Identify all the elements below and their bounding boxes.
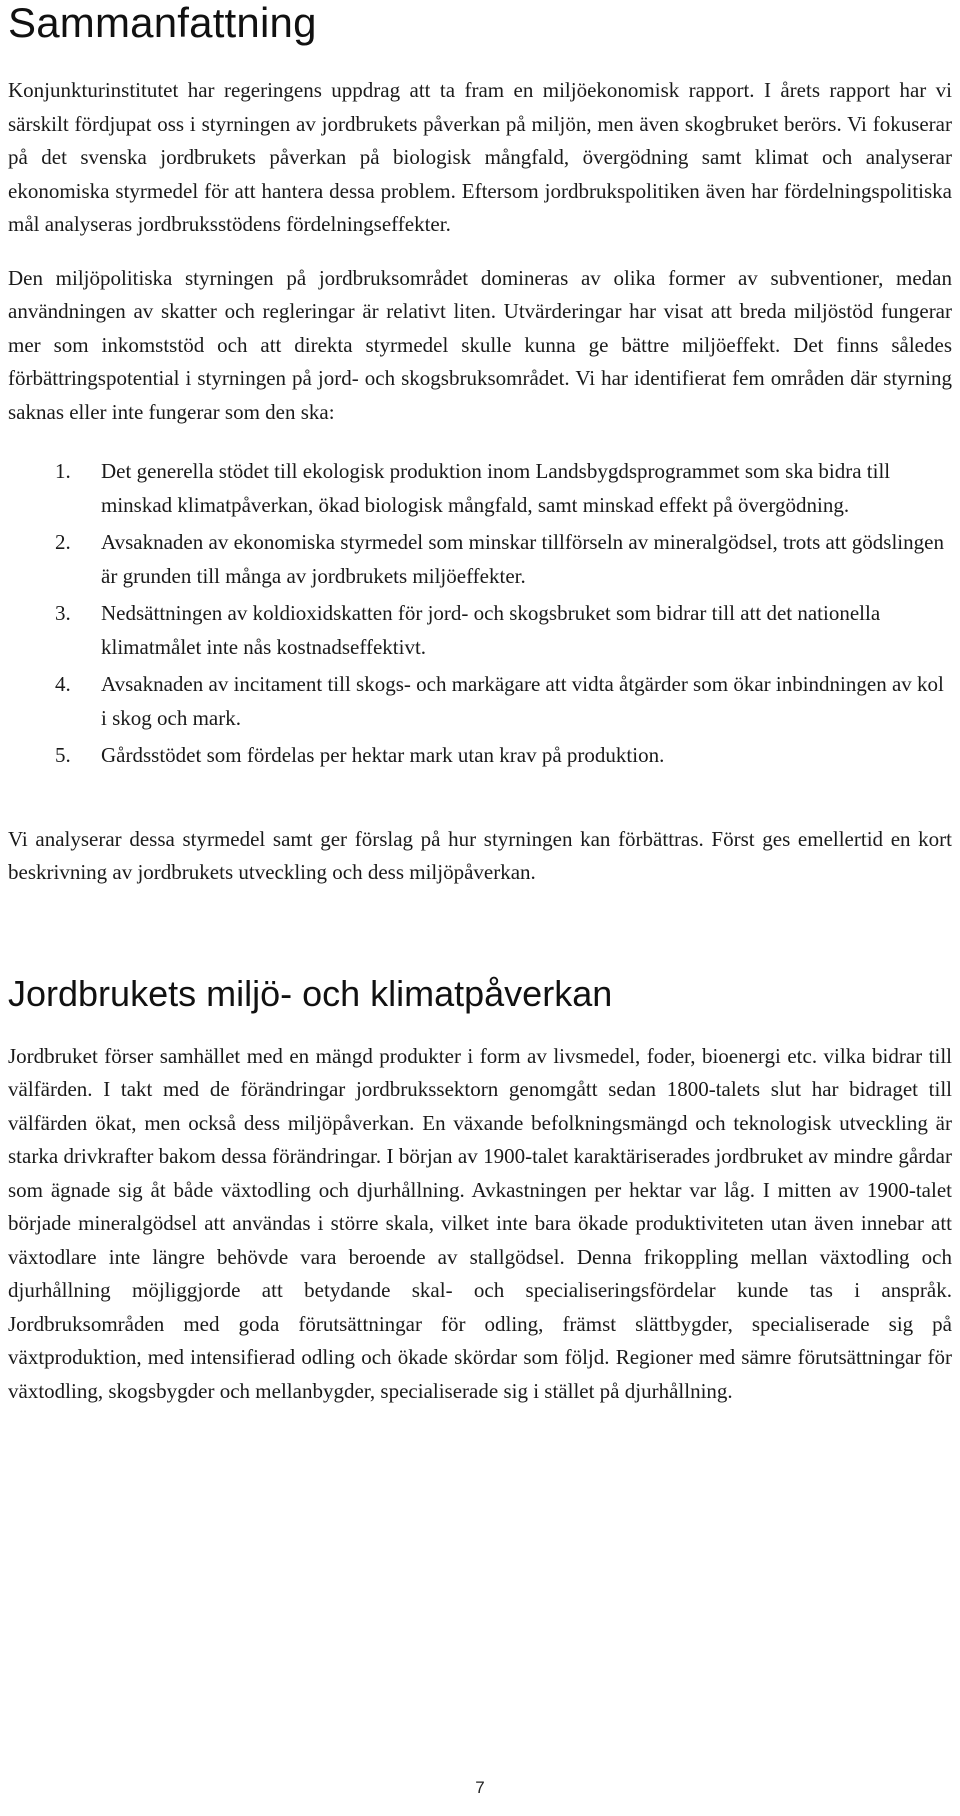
summary-paragraph-2: Den miljöpolitiska styrningen på jordbruksområdet domineras av olika former av subventioner, medan användningen av skatter och regleringar är relativt liten. Utvärderingar har visat att breda miljöstöd fungerar mer som inkomststöd och att direkta styrmedel skulle kunna ge bättre miljöeffekt. Det finns således förbättringspotential i styrningen på jord- och skogsbruksområdet. Vi har identifierat fem områden där styrning saknas eller inte fungerar som den ska: [8, 265, 952, 424]
summary-closing-paragraph: Vi analyserar dessa styrmedel samt ger förslag på hur styrningen kan förbättras. Först ges emellertid en kort beskrivning av jordbrukets utveckling och dess miljöpåverkan. [8, 826, 952, 884]
list-item-text: Nedsättningen av koldioxidskatten för jord- och skogsbruket som bidrar till att det nationella klimatmålet inte nås kostnadseffektivt. [101, 601, 881, 659]
page-number: 7 [475, 1778, 485, 1797]
list-item [8, 739, 952, 773]
summary-paragraph-1: Konjunkturinstitutet har regeringens uppdrag att ta fram en miljöekonomisk rapport. I årets rapport har vi särskilt fördjupat oss i styrningen av jordbrukets påverkan på miljön, men även skogbruket berörs. Vi fokuserar på det svenska jordbrukets påverkan på biologisk mångfald, övergödning samt klimat och analyserar ekonomiska styrmedel för att hantera dessa problem. Eftersom jordbrukspolitiken även har fördelningspolitiska mål analyseras jordbruksstödens fördelningseffekter. [8, 78, 952, 236]
list-item-text: Det generella stödet till ekologisk produktion inom Landsbygdsprogrammet som ska bidra till minskad klimatpåverkan, ökad biologisk mångfald, samt minskad effekt på övergödning. [101, 459, 891, 517]
list-item-number: 5. [55, 743, 71, 767]
section-paragraph: Jordbruket förser samhället med en mängd produkter i form av livsmedel, foder, bioenergi etc. vilka bidrar till välfärden. I takt med de förändringar jordbrukssektorn genomgått sedan 1800-talets slut har bidraget till välfärden ökat, men också dess miljöpåverkan. En växande befolkningsmängd och teknologisk utveckling är starka drivkrafter bakom dessa förändringar. I början av 1900-talet karaktäriserades jordbruket av mindre gårdar som ägnade sig åt både växtodling och djurhållning. Avkastningen per hektar var låg. I mitten av 1900-talet började mineralgödsel att användas i större skala, vilket inte bara ökade produktiviteten utan även innebar att växtodlare inte längre behövde vara beroende av stallgödsel. Denna frikoppling mellan växtodling och djurhållning möjliggjorde att betydande skal- och specialiseringsfördelar kunde tas i anspråk. Jordbruksområden med goda förutsättningar för odling, främst slättbygder, specialiserade sig på växtproduktion, med intensifierad odling och ökade skördar som följd. Regioner med sämre förutsättningar för växtodling, skogsbygder och mellanbygder, specialiserade sig i stället på djurhållning. [8, 1043, 952, 1403]
list-item-number: 3. [55, 601, 71, 625]
section-heading: Jordbrukets miljö- och klimatpåverkan [8, 972, 613, 1014]
list-item-number: 1. [55, 459, 71, 483]
list-item-text: Avsaknaden av incitament till skogs- och markägare att vidta åtgärder som ökar inbindningen av kol i skog och mark. [101, 672, 944, 730]
list-item [8, 526, 952, 593]
page-title: Sammanfattning [8, 0, 317, 46]
list-item [8, 668, 952, 735]
list-item-text: Gårdsstödet som fördelas per hektar mark utan krav på produktion. [101, 743, 665, 767]
list-item [8, 455, 952, 522]
list-item-number: 4. [55, 672, 71, 696]
list-item [8, 597, 952, 664]
list-item-text: Avsaknaden av ekonomiska styrmedel som minskar tillförseln av mineralgödsel, trots att gödslingen är grunden till många av jordbrukets miljöeffekter. [101, 530, 944, 588]
list-item-number: 2. [55, 530, 71, 554]
problem-area-list [8, 455, 952, 773]
document-page [8, 0, 952, 1408]
